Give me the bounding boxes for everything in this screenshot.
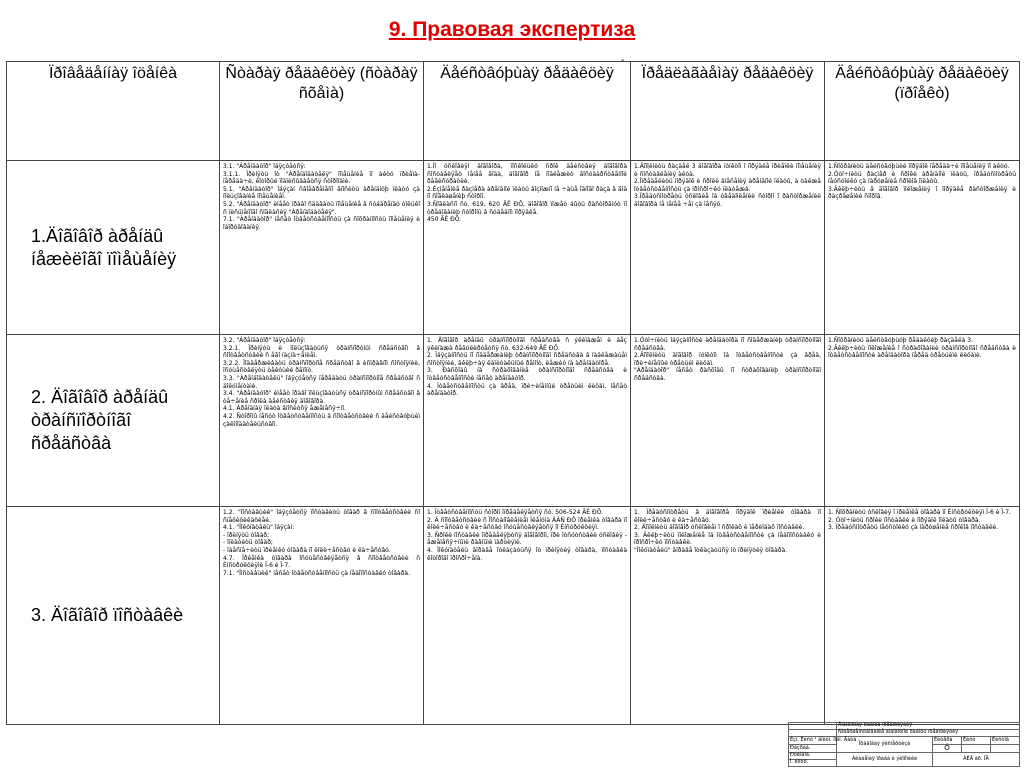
- row-label: 3. Äîãîâîð ïîñòàâêè: [7, 507, 220, 725]
- stamp-blank: [962, 745, 991, 753]
- header-cell: Äåéñòâóþùàÿ ðåäàêöèÿ: [424, 62, 631, 161]
- stamp-control: Í. êîíòð.: [789, 760, 837, 767]
- stamp-sheets: Ëèñòîâ: [991, 737, 1020, 745]
- stamp-blank: [991, 745, 1020, 753]
- stamp-doc-title: Ïðàâîâàÿ ýêñïåðòèçà: [837, 737, 933, 753]
- table-row: [7, 161, 1020, 335]
- table-cell: 3.1. "Àðåíäàòîð" îáÿçóåòñÿ: 3.1.1. Ïðèíÿòü îò "Àðåíäîäàòåëÿ" ïîìåùåíèå ïî àêòó ïðèåìà-ïåðåäà÷è, êîòîðûé ïîäïèñûâàåòñÿ ñòîðîíàìè. 5.1. "Àðåíäàòîð" îáÿçàí ñâîåâðåìåííî âíîñèòü àðåíäíóþ ïëàòó çà ïîëüçîâàíèå ïîìåùåíèåì. 5.2. "Àðåíäàòîð" èìååò ïðàâî ñäàâàòü ïîìåùåíèå â ñóáàðåíäó òîëüêî ñ ïèñüìåííîãî ñîãëàñèÿ "Àðåíäîäàòåëÿ". 7.1. "Àðåíäàòîð" íåñåò îòâåòñòâåííîñòü çà ñîõðàííîñòü ïîìåùåíèÿ è îáîðóäîâàíèÿ.: [220, 161, 424, 335]
- table-row: [7, 507, 1020, 725]
- table-cell: 1.Ïî óñëîâèÿì äîãîâîðà, ïîñêîëüêó ñðîê äåéñòâèÿ äîãîâîðà ñîñòàâëÿåò ìåíåå ãîäà, äîãîâîð íå ïîäëåæèò ãîñóäàðñòâåííîé ðåãèñòðàöèè. 2.Èçìåíåíèå ðàçìåðà àðåíäíîé ïëàòû âîçìîæíî íå ÷àùå îäíîãî ðàçà â ãîä ïî ñîãëàøåíèþ ñòîðîí. 3.Ñîãëàñíî ñò. 619, 620 ÃÊ ÐÔ, äîãîâîð ìîæåò áûòü ðàñòîðãíóò ïî òðåáîâàíèþ ñòîðîíû â ñóäåáíîì ïîðÿäêå. 450 ÃÊ ÐÔ.: [424, 161, 631, 335]
- dash-mark: -: [621, 55, 625, 66]
- table-header-row: [7, 62, 1020, 161]
- table-cell: 1.Äîïîëíèòü ðàçäåë 3 äîãîâîðà ïóíêòîì î ïîðÿäêå ïðèåìêè ïîìåùåíèÿ è ñîñòàâëåíèÿ àêòà. 2.Îïðåäåëèòü ïîðÿäîê è ñðîêè âíåñåíèÿ àðåíäíîé ïëàòû, à òàêæå îòâåòñòâåííîñòü çà ïðîñðî÷êó ïëàòåæà. 3.Ïðåäóñìîòðåòü óñëîâèå îá óâåäîìëåíèè ñòîðîí î ðàñòîðæåíèè äîãîâîðà íå ìåíåå ÷åì çà ìåñÿö.: [631, 161, 825, 335]
- table-cell: 1. Ñîõðàíèòü óñëîâèÿ î ïðèåìêå òîâàðà ïî Èíñòðóêöèÿì Ï-6 è Ï-7. 2. Óòî÷íèòü ñðîêè ïîñòàâêè è ïîðÿäîê îïëàòû òîâàðà. 3. Ïðåäóñìîòðåòü íåóñòîéêó çà íàðóøåíèå ñðîêîâ ïîñòàâêè.: [825, 507, 1020, 725]
- table-cell: 1.2. "Ïîñòàâùèê" îáÿçóåòñÿ ïîñòàâèòü òîâàð â ñîîòâåòñòâèè ñî ñïåöèôèêàöèåé. 4.1. "Ïîêóïàòåëü" îáÿçàí: - ïðèíÿòü òîâàð; - îïëàòèòü òîâàð; - îáåñïå÷èòü ïðèåìêó òîâàðà ïî êîëè÷åñòâó è êà÷åñòâó. 4.7. Ïðèåìêà òîâàðà îñóùåñòâëÿåòñÿ â ñîîòâåòñòâèè ñ Èíñòðóêöèÿìè Ï-6 è Ï-7. 7.1. "Ïîñòàâùèê" íåñåò îòâåòñòâåííîñòü çà íåäîïîñòàâêó òîâàðà.: [220, 507, 424, 725]
- stamp-org: Äîãîâîðíàÿ ðàáîòà ïðåäïðèÿòèÿ: [837, 723, 1020, 730]
- page-title: 9. Правовая экспертиза: [388, 18, 636, 41]
- stamp-blank: [789, 730, 837, 737]
- table-cell: 1.Ñîõðàíèòü äåéñòâóþùóþ ðåäàêöèþ ðàçäåëà 3. 2.Âêëþ÷èòü ïîëîæåíèå î ñòðàõîâàíèè òðàíñïîðòíîãî ñðåäñòâà è îòâåòñòâåííîñòè àðåíäàòîðà ïåðåä òðåòüèìè ëèöàìè.: [825, 335, 1020, 507]
- expertise-table: [6, 61, 1020, 725]
- table-cell: 1.Ñîõðàíèòü äåéñòâóþùèé ïîðÿäîê ïåðåäà÷è ïîìåùåíèÿ ïî àêòó. 2.Óòî÷íèòü ðàçìåð è ñðîêè àðåíäíîé ïëàòû, ïðåäóñìîòðåòü íåóñòîéêó çà íàðóøåíèå ñðîêîâ îïëàòû. 3.Âêëþ÷èòü â äîãîâîð ïîëîæåíèÿ î ïîðÿäêå ðàñòîðæåíèÿ è ðàçðåøåíèè ñïîðîâ.: [825, 161, 1020, 335]
- title-block-stamp: [788, 722, 1020, 767]
- table-row: [7, 335, 1020, 507]
- header-cell: Ïðåäëàãàåìàÿ ðåäàêöèÿ: [631, 62, 825, 161]
- table-cell: 3.2. "Àðåíäàòîð" îáÿçóåòñÿ: 3.2.1. Ïðèíÿòü è ïîëüçîâàòüñÿ òðàíñïîðòíûì ñðåäñòâîì â ñîîòâåòñòâèè ñ åãî íàçíà÷åíèåì. 3.2.2. Ïîääåðæèâàòü òðàíñïîðòíîå ñðåäñòâî â èñïðàâíîì ñîñòîÿíèè, îñóùåñòâëÿòü òåêóùèé ðåìîíò. 3.3. "Àðåíäîäàòåëü" îáÿçóåòñÿ ïåðåäàòü òðàíñïîðòíîå ñðåäñòâî ñ äîêóìåíòàìè. 3.4. "Àðåíäàòîð" èìååò ïðàâî ïîëüçîâàòüñÿ òðàíñïîðòíûì ñðåäñòâîì â òå÷åíèå ñðîêà äåéñòâèÿ äîãîâîðà. 4.1. Àðåíäíàÿ ïëàòà âíîñèòñÿ åæåìåñÿ÷íî. 4.2. Ñòîðîíû íåñóò îòâåòñòâåííîñòü â ñîîòâåòñòâèè ñ äåéñòâóþùèì çàêîíîäàòåëüñòâîì.: [220, 335, 424, 507]
- table-cell: 1. Ïðåäóñìîòðåòü â äîãîâîðå ïîðÿäîê ïðèåìêè òîâàðà ïî êîëè÷åñòâó è êà÷åñòâó. 2. Äîïîëíèòü äîãîâîð óñëîâèåì î ñðîêàõ è ïåðèîäàõ ïîñòàâêè. 3. Âêëþ÷èòü ïîëîæåíèå îá îòâåòñòâåííîñòè çà íåäîïîñòàâêó è ïðîñðî÷êó ïîñòàâêè. "Ïîêóïàòåëü" âïðàâå îòêàçàòüñÿ îò ïðèíÿòèÿ òîâàðà.: [631, 507, 825, 725]
- header-cell: Ñòàðàÿ ðåäàêöèÿ (ñòàðàÿ ñõåìà): [220, 62, 424, 161]
- header-cell: Ïðîâåäåííàÿ îöåíêà: [7, 62, 220, 161]
- stamp-litera: Ëèòåðà: [933, 737, 962, 745]
- stamp-group: ÀÊÄ ãð. ÏÄ: [933, 753, 1020, 767]
- stamp-academy: Àêàäåìèÿ ïðàâà è ýêîíîìèêè: [837, 753, 933, 767]
- row-label: 1.Äîãîâîð àðåíäû íåæèëîãî ïîìåùåíèÿ: [7, 161, 220, 335]
- stamp-list: Ëèñò: [962, 737, 991, 745]
- table-cell: 1.Óòî÷íèòü îáÿçàííîñòè àðåíäàòîðà ïî ñîäåðæàíèþ òðàíñïîðòíîãî ñðåäñòâà. 2.Äîïîëíèòü äîãîâîð ïóíêòîì îá îòâåòñòâåííîñòè çà âðåä, ïðè÷èíåííûé òðåòüèì ëèöàì. "Àðåíäàòîð" íåñåò ðàñõîäû ïî ñòðàõîâàíèþ òðàíñïîðòíîãî ñðåäñòâà.: [631, 335, 825, 507]
- table-cell: 1. Äîãîâîð àðåíäû òðàíñïîðòíîãî ñðåäñòâà ñ ýêèïàæåì è áåç ýêèïàæà ðåãóëèðóåòñÿ ñò. 632-649 ÃÊ ÐÔ. 2. Îáÿçàííîñòü ïî ïîääåðæàíèþ òðàíñïîðòíîãî ñðåäñòâà â íàäëåæàùåì ñîñòîÿíèè, âêëþ÷àÿ êàïèòàëüíûé ðåìîíò, ëåæèò íà àðåíäàòîðå. 3. Ðàñõîäû íà ñòðàõîâàíèå òðàíñïîðòíîãî ñðåäñòâà è îòâåòñòâåííîñòè íåñåò àðåíäàòîð. 4. Îòâåòñòâåííîñòü çà âðåä, ïðè÷èíåííûé òðåòüèì ëèöàì, íåñåò àðåíäàòîð.: [424, 335, 631, 507]
- table-cell: 1. Îòâåòñòâåííîñòü ñòîðîí îïðåäåëÿåòñÿ ñò. 506-524 ÃÊ ÐÔ. 2. Â ñîîòâåòñòâèè ñ Ïîñòàíîâëåíèåì Ïëåíóìà ÂÀÑ ÐÔ ïðèåìêà òîâàðà ïî êîëè÷åñòâó è êà÷åñòâó îñóùåñòâëÿåòñÿ ïî Èíñòðóêöèÿì. 3. Ñðîêè ïîñòàâêè îïðåäåëÿþòñÿ äîãîâîðîì, ïðè îòñóòñòâèè óñëîâèÿ - åæåìåñÿ÷íûìè ðàâíûìè ïàðòèÿìè. 4. Ïîêóïàòåëü âïðàâå îòêàçàòüñÿ îò ïðèíÿòèÿ òîâàðà, ïîñòàâêà êîòîðîãî ïðîñðî÷åíà.: [424, 507, 631, 725]
- stamp-supervisor: Ðóêîâîä.: [789, 753, 837, 760]
- stamp-topic: Ñîâåðøåíñòâîâàíèå äîãîâîðíîé ðàáîòû ïðåäïðèÿòèÿ: [837, 730, 1020, 737]
- header-cell: Äåéñòâóþùàÿ ðåäàêöèÿ (ïðîåêò): [825, 62, 1020, 161]
- stamp-developer: Ðàçðàá.: [789, 745, 837, 753]
- stamp-blank: [789, 723, 837, 730]
- stamp-letter: Ó: [933, 745, 962, 753]
- row-label: 2. Äîãîâîð àðåíäû òðàíñïîðòíîãî ñðåäñòâà: [7, 335, 220, 507]
- stamp-left-header: Èçì. Ëèñò ¹ äîêóì. Ïîäï. Äàòà: [790, 736, 857, 743]
